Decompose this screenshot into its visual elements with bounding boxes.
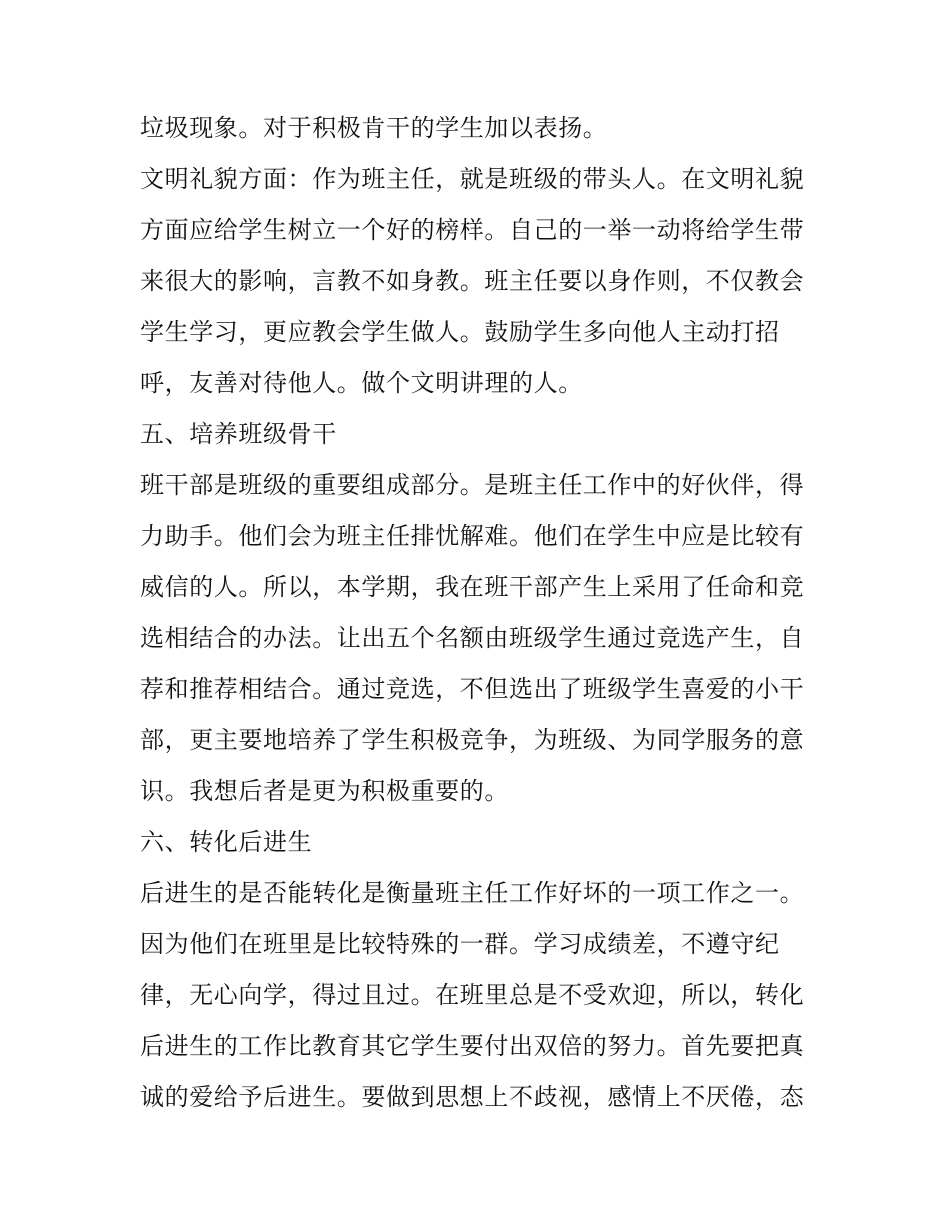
text-line: 后进生的工作比教育其它学生要付出双倍的努力。首先要把真 [140, 1032, 805, 1060]
section-heading: 六、转化后进生 [140, 828, 313, 856]
text-line: 力助手。他们会为班主任排忧解难。他们在学生中应是比较有 [140, 522, 805, 550]
text-line: 威信的人。所以，本学期，我在班干部产生上采用了任命和竞 [140, 573, 805, 601]
text-line: 部，更主要地培养了学生积极竞争，为班级、为同学服务的意 [140, 726, 805, 754]
text-line: 律，无心向学，得过且过。在班里总是不受欢迎，所以，转化 [140, 981, 805, 1009]
text-line: 后进生的是否能转化是衡量班主任工作好坏的一项工作之一。 [140, 879, 805, 907]
section-heading: 五、培养班级骨干 [140, 420, 337, 448]
text-line: 呼，友善对待他人。做个文明讲理的人。 [140, 369, 583, 397]
document-body [140, 103, 820, 1123]
text-line: 学生学习，更应教会学生做人。鼓励学生多向他人主动打招 [140, 318, 780, 346]
text-line: 诚的爱给予后进生。要做到思想上不歧视，感情上不厌倦，态 [140, 1083, 805, 1111]
text-line: 文明礼貌方面：作为班主任，就是班级的带头人。在文明礼貌 [140, 165, 805, 193]
text-line: 来很大的影响，言教不如身教。班主任要以身作则，不仅教会 [140, 267, 805, 295]
text-line: 方面应给学生树立一个好的榜样。自己的一举一动将给学生带 [140, 216, 805, 244]
text-line: 荐和推荐相结合。通过竞选，不但选出了班级学生喜爱的小干 [140, 675, 805, 703]
text-line: 垃圾现象。对于积极肯干的学生加以表扬。 [140, 114, 608, 142]
text-line: 识。我想后者是更为积极重要的。 [140, 777, 509, 805]
text-line: 选相结合的办法。让出五个名额由班级学生通过竞选产生，自 [140, 624, 805, 652]
text-line: 班干部是班级的重要组成部分。是班主任工作中的好伙伴，得 [140, 471, 805, 499]
text-line: 因为他们在班里是比较特殊的一群。学习成绩差，不遵守纪 [140, 930, 780, 958]
